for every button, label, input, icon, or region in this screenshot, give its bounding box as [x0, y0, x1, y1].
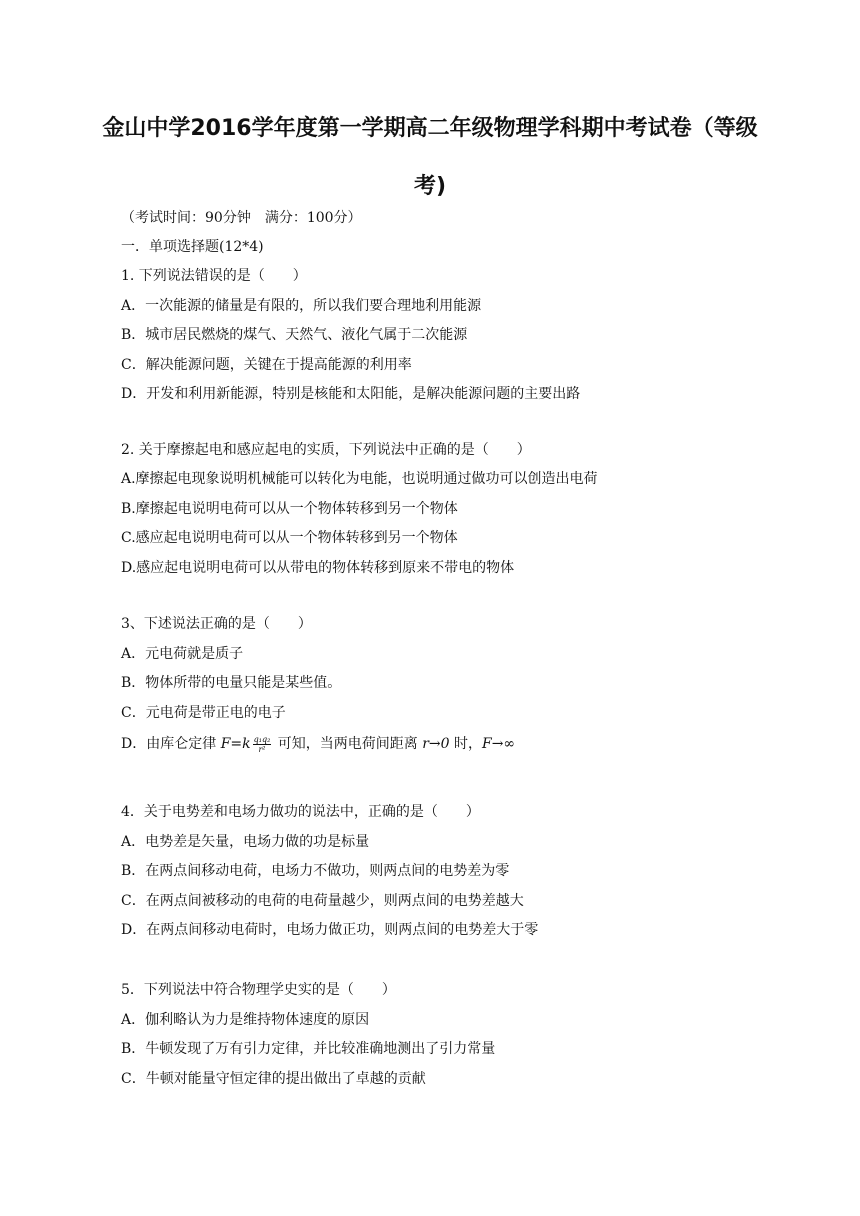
question-4-option-b: B．在两点间移动电荷，电场力不做功，则两点间的电势差为零: [121, 863, 510, 879]
question-3-option-a: A．元电荷就是质子: [121, 646, 244, 662]
exam-title: 金山中学2016学年度第一学期高二年级物理学科期中考试卷（等级考): [102, 116, 758, 199]
question-3-option-c: C．元电荷是带正电的电子: [121, 705, 286, 721]
question-2-option-b: B.摩擦起电说明电荷可以从一个物体转移到另一个物体: [121, 501, 458, 517]
section-heading: 一．单项选择题(12*4): [121, 239, 264, 255]
option-d-prefix: D．由库仑定律: [121, 736, 221, 752]
question-1-option-b: B．城市居民燃烧的煤气、天然气、液化气属于二次能源: [121, 327, 468, 343]
coulomb-formula-lhs: F=k: [220, 736, 251, 752]
question-2-stem: 2. 关于摩擦起电和感应起电的实质，下列说法中正确的是（ ）: [121, 442, 531, 458]
option-d-middle: 可知，当两电荷间距离: [273, 736, 423, 752]
question-4-stem: 4．关于电势差和电场力做功的说法中，正确的是（ ）: [121, 804, 480, 820]
question-4-option-a: A．电势差是矢量，电场力做的功是标量: [121, 834, 370, 850]
question-2-option-a: A.摩擦起电现象说明机械能可以转化为电能，也说明通过做功可以创造出电荷: [121, 471, 598, 487]
question-1-option-c: C．解决能源问题，关键在于提高能源的利用率: [121, 357, 412, 373]
question-4-option-d: D．在两点间移动电荷时，电场力做正功，则两点间的电势差大于零: [121, 922, 539, 938]
question-5-option-a: A．伽利略认为力是维持物体速度的原因: [121, 1012, 370, 1028]
exam-info: （考试时间：90分钟 满分：100分）: [121, 210, 362, 226]
question-3-option-d: [121, 734, 515, 754]
question-1-stem: 1. 下列说法错误的是（ ）: [121, 268, 307, 284]
question-3-option-b: B．物体所带的电量只能是某些值。: [121, 675, 342, 691]
coulomb-fraction: [253, 735, 272, 754]
question-5-stem: 5．下列说法中符合物理学史实的是（ ）: [121, 982, 396, 998]
question-2-option-c: C.感应起电说明电荷可以从一个物体转移到另一个物体: [121, 530, 458, 546]
r-limit: r→0: [422, 736, 450, 752]
question-1-option-d: D．开发和利用新能源，特别是核能和太阳能，是解决能源问题的主要出路: [121, 386, 581, 402]
fraction-numerator: q₁q₂: [253, 734, 271, 744]
fraction-denominator: r²: [258, 744, 266, 754]
question-4-option-c: C．在两点间被移动的电荷的电荷量越少，则两点间的电势差越大: [121, 893, 524, 909]
question-5-option-c: C．牛顿对能量守恒定律的提出做出了卓越的贡献: [121, 1071, 426, 1087]
question-1-option-a: A．一次能源的储量是有限的，所以我们要合理地利用能源: [121, 298, 482, 314]
question-3-stem: 3、下述说法正确的是（ ）: [121, 616, 312, 632]
question-5-option-b: B．牛顿发现了万有引力定律，并比较准确地测出了引力常量: [121, 1041, 496, 1057]
question-2-option-d: D.感应起电说明电荷可以从带电的物体转移到原来不带电的物体: [121, 560, 515, 576]
option-d-after-limit: 时，: [449, 736, 482, 752]
f-limit: F→∞: [481, 736, 516, 752]
